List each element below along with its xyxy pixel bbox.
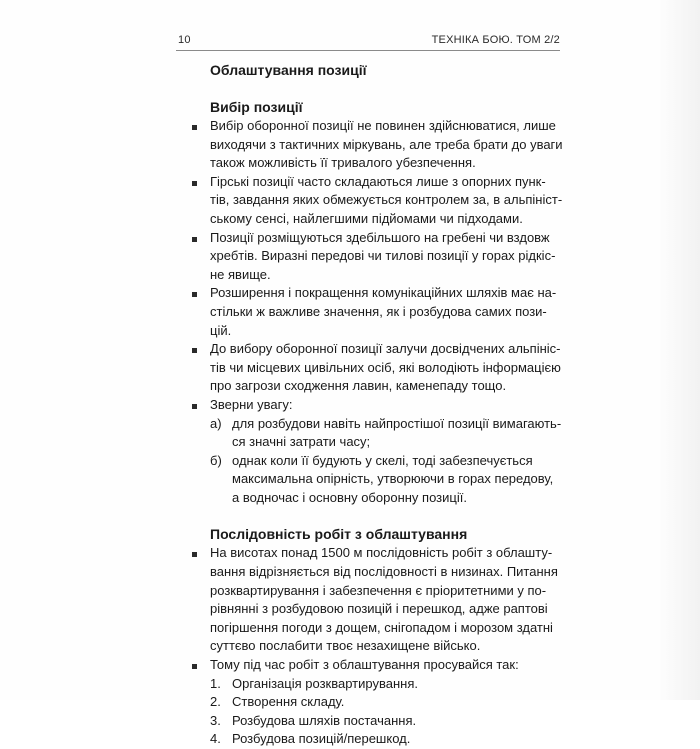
line: погіршення погоди з дощем, снігопадом і морозом здатні bbox=[210, 619, 553, 635]
page-edge-shadow bbox=[660, 0, 700, 700]
section-title: Облаштування позиції bbox=[210, 62, 367, 78]
step-number: 3. bbox=[210, 712, 221, 728]
line: ся значні затрати часу; bbox=[232, 434, 371, 450]
line: На висотах понад 1500 м послідовність робіт з облашту- bbox=[210, 545, 553, 561]
line: Гірські позиції часто складаються лише з опорних пунк- bbox=[210, 173, 546, 189]
note-label: а) bbox=[210, 415, 222, 431]
list-item bbox=[188, 229, 560, 285]
step-item bbox=[188, 712, 560, 731]
line: не явище. bbox=[210, 266, 271, 282]
line: тів, завдання яких обмежується контролем за, в альпініст- bbox=[210, 192, 563, 208]
line: для розбудови навіть найпростішої позиції вимагають- bbox=[232, 415, 562, 431]
line: рівнянні з розбудовою позицій і перешкод, адже раптові bbox=[210, 601, 548, 617]
bullet-icon bbox=[192, 348, 197, 353]
note-item bbox=[188, 452, 560, 508]
step-text: Організація розквартирування. bbox=[232, 675, 418, 691]
bullet-icon bbox=[192, 181, 197, 186]
page-number: 10 bbox=[178, 34, 191, 46]
list-item bbox=[188, 396, 560, 415]
note-label: б) bbox=[210, 452, 222, 468]
line: стільки ж важливе значення, як і розбудова самих пози- bbox=[210, 303, 547, 319]
step-text: Розбудова шляхів постачання. bbox=[232, 712, 417, 728]
line: хребтів. Виразні передові чи тилові позиції у горах рідкіс- bbox=[210, 248, 556, 264]
bullet-icon bbox=[192, 404, 197, 409]
subsection-title-sequence: Послідовність робіт з облаштування bbox=[210, 526, 468, 543]
list-item bbox=[188, 340, 560, 396]
line: До вибору оборонної позиції залучи досвідчених альпініс- bbox=[210, 341, 561, 357]
subsection-title-choice: Вибір позиції bbox=[210, 99, 303, 115]
line: Зверни увагу: bbox=[210, 396, 293, 412]
step-item bbox=[188, 693, 560, 712]
bullet-icon bbox=[192, 125, 197, 130]
line: цій. bbox=[210, 322, 232, 338]
step-item bbox=[188, 730, 560, 749]
line: а водночас і основну оборонну позиції. bbox=[232, 489, 467, 505]
bullet-icon bbox=[192, 664, 197, 669]
page-body bbox=[188, 60, 563, 749]
bullet-icon bbox=[192, 237, 197, 242]
line: вання відрізняється від послідовності в низинах. Питання bbox=[210, 564, 558, 580]
bullet-icon bbox=[192, 552, 197, 557]
bullet-icon bbox=[192, 292, 197, 297]
list-item bbox=[188, 656, 560, 675]
step-text: Розбудова позицій/перешкод. bbox=[232, 731, 411, 747]
line: однак коли її будують у скелі, тоді забезпечується bbox=[232, 452, 533, 468]
line: про загрози сходження лавин, каменепаду тощо. bbox=[210, 378, 507, 394]
line: розквартирування і забезпечення є пріоритетними у по- bbox=[210, 582, 547, 598]
line: Позиції розміщуються здебільшого на гребені чи вздовж bbox=[210, 229, 550, 245]
step-number: 4. bbox=[210, 731, 221, 747]
step-number: 2. bbox=[210, 694, 221, 710]
spacer bbox=[188, 507, 560, 525]
list-item bbox=[188, 284, 560, 340]
spacer bbox=[188, 80, 560, 98]
note-item bbox=[188, 415, 560, 452]
running-title: ТЕХНІКА БОЮ. ТОМ 2/2 bbox=[431, 34, 560, 46]
line: також можливість її тривалого убезпечення. bbox=[210, 155, 476, 171]
header-rule bbox=[176, 50, 560, 51]
step-item bbox=[188, 675, 560, 694]
line: Тому під час робіт з облаштування просувайся так: bbox=[210, 657, 519, 673]
line: максимальна опірність, утворюючи в горах передову, bbox=[232, 471, 554, 487]
line: суттєво послабити твоє незахищене військо. bbox=[210, 638, 481, 654]
note-list bbox=[188, 415, 560, 508]
line: виходячи з тактичних міркувань, але треба брати до уваги bbox=[210, 136, 563, 152]
running-header bbox=[176, 34, 560, 50]
list-item bbox=[188, 117, 563, 173]
step-text: Створення складу. bbox=[232, 694, 345, 710]
line: ському сенсі, найлегшими підйомами чи підходами. bbox=[210, 210, 523, 226]
list-item bbox=[188, 544, 560, 656]
line: Вибір оборонної позиції не повинен здійснюватися, лише bbox=[210, 118, 556, 133]
step-number: 1. bbox=[210, 675, 221, 691]
list-item bbox=[188, 173, 563, 229]
steps-list bbox=[188, 675, 560, 749]
line: Розширення і покращення комунікаційних шляхів має на- bbox=[210, 285, 557, 301]
line: тів чи місцевих цивільних осіб, які володіють інформацією bbox=[210, 359, 561, 375]
